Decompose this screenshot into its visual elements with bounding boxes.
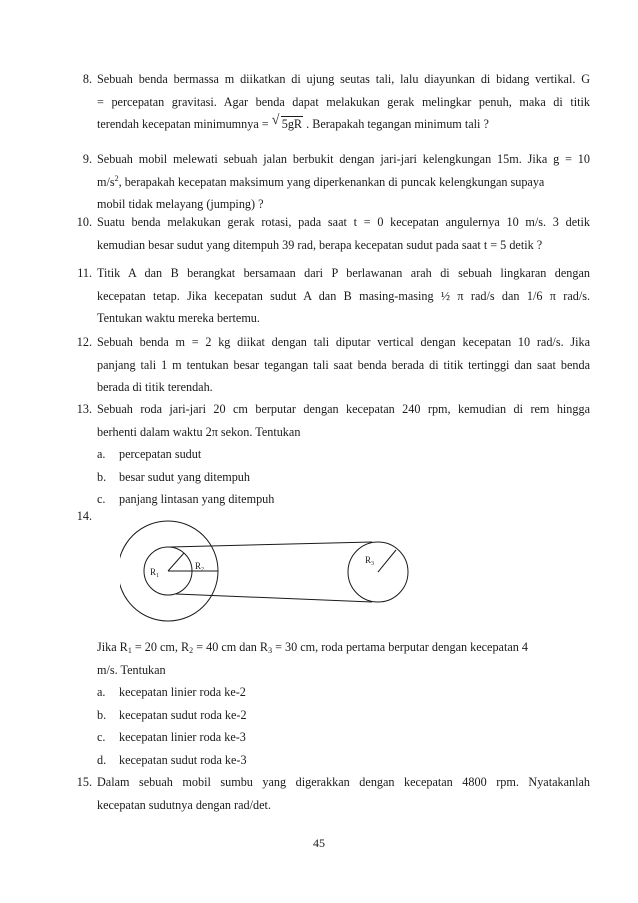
problem-text: Jika $R_1 = 20$ cm, $R_2 = 40$ cm dan $R_3 = 30$ cm, roda pertama berputar dengan kecepatan 4 <box>97 640 528 655</box>
sub-item: a. percepatan sudut <box>97 447 202 461</box>
problem-number: 8. <box>82 72 92 86</box>
problem-9 <box>60 148 590 216</box>
problem-text-last: terendah kecepatan minimumnya = √ 5gR . Berapakah tegangan minimum tali ? <box>97 113 590 136</box>
sub-item: c. kecepatan linier roda ke-3 <box>97 730 246 744</box>
problem-8 <box>60 68 590 136</box>
problem-text: Suatu benda melakukan gerak rotasi, pada saat t = 0 kecepatan angulernya 10 m/s. 3 detik <box>97 215 590 229</box>
radius-r1-line <box>168 553 184 571</box>
problem-15 <box>60 771 590 816</box>
problem-14-details <box>60 636 590 771</box>
problem-text: Sebuah roda jari-jari 20 cm berputar dengan kecepatan 240 rpm, kemudian di rem hingga <box>97 402 590 416</box>
problem-number: 15. <box>76 775 92 789</box>
problem-text: Dalam sebuah mobil sumbu yang digerakkan dengan kecepatan 4800 rpm. Nyatakanlah <box>97 775 590 789</box>
problem-text: = percepatan gravitasi. Agar benda dapat melakukan gerak melingkar penuh, maka di titik <box>97 94 590 109</box>
page-number: 45 <box>313 836 325 850</box>
problem-number: 12. <box>76 335 92 349</box>
sub-item: b. kecepatan sudut roda ke-2 <box>97 707 247 722</box>
label-r1: $R_1$ <box>150 567 160 579</box>
problem-text: berhenti dalam waktu 2π sekon. Tentukan <box>97 424 301 439</box>
problem-text: Sebuah benda m = 2 kg diikat dengan tali diputar vertical dengan kecepatan 10 rad/s. Jika <box>97 335 590 349</box>
problem-12 <box>60 331 590 399</box>
radical-sign-icon: √ <box>271 113 280 128</box>
pulley-diagram <box>120 512 420 630</box>
problem-number: 9. <box>82 152 92 166</box>
problem-text: panjang tali 1 m tentukan besar tegangan tali saat benda berada di titik tertinggi dan saat benda <box>97 357 590 372</box>
label-r3: $R_3$ <box>365 555 375 567</box>
problem-text: $m/s^2$, berapakah kecepatan maksimum yang diperkenankan di puncak kelengkungan supaya <box>97 173 545 189</box>
belt-bottom-line <box>176 594 372 602</box>
sub-item: d. kecepatan sudut roda ke-3 <box>97 752 247 767</box>
radius-r3-line <box>378 550 396 572</box>
problem-11 <box>60 262 590 330</box>
problem-text: kecepatan sudutnya dengan rad/det. <box>97 797 271 812</box>
problem-10 <box>60 211 590 256</box>
problem-number: 11. <box>77 266 92 280</box>
belt-top-line <box>170 542 372 547</box>
square-root: √ 5gR <box>271 113 303 131</box>
problem-number: 13. <box>76 402 92 416</box>
problem-13 <box>60 398 590 511</box>
problem-number: 14. <box>76 509 92 523</box>
sub-item: c. panjang lintasan yang ditempuh <box>97 492 275 506</box>
problem-text: kecepatan tetap. Jika kecepatan sudut A dan B masing-masing ½ π rad/s dan 1/6 π rad/s. <box>97 288 590 303</box>
problem-text: m/s. Tentukan <box>97 662 166 677</box>
problem-text: Sebuah benda bermassa m diikatkan di ujung seutas tali, lalu diayunkan di bidang vertikal. G <box>97 72 590 86</box>
problem-text: Titik A dan B berangkat bersamaan dari P berlawanan arah di sebuah lingkaran dengan <box>97 266 590 280</box>
sub-item: a. kecepatan linier roda ke-2 <box>97 685 246 699</box>
problem-number: 10. <box>76 215 92 229</box>
problem-text: kemudian besar sudut yang ditempuh 39 rad, berapa kecepatan sudut pada saat t = 5 detik ? <box>97 237 543 252</box>
problem-text: Sebuah mobil melewati sebuah jalan berbukit dengan jari-jari kelengkungan 15m. Jika g = 10 <box>97 152 590 166</box>
problem-text: berada di titik terendah. <box>97 380 213 394</box>
sub-item: b. besar sudut yang ditempuh <box>97 469 250 484</box>
label-r2: $R_2$ <box>195 561 205 573</box>
problem-text: mobil tidak melayang (jumping) ? <box>97 197 264 211</box>
problem-text: Tentukan waktu mereka bertemu. <box>97 311 260 325</box>
